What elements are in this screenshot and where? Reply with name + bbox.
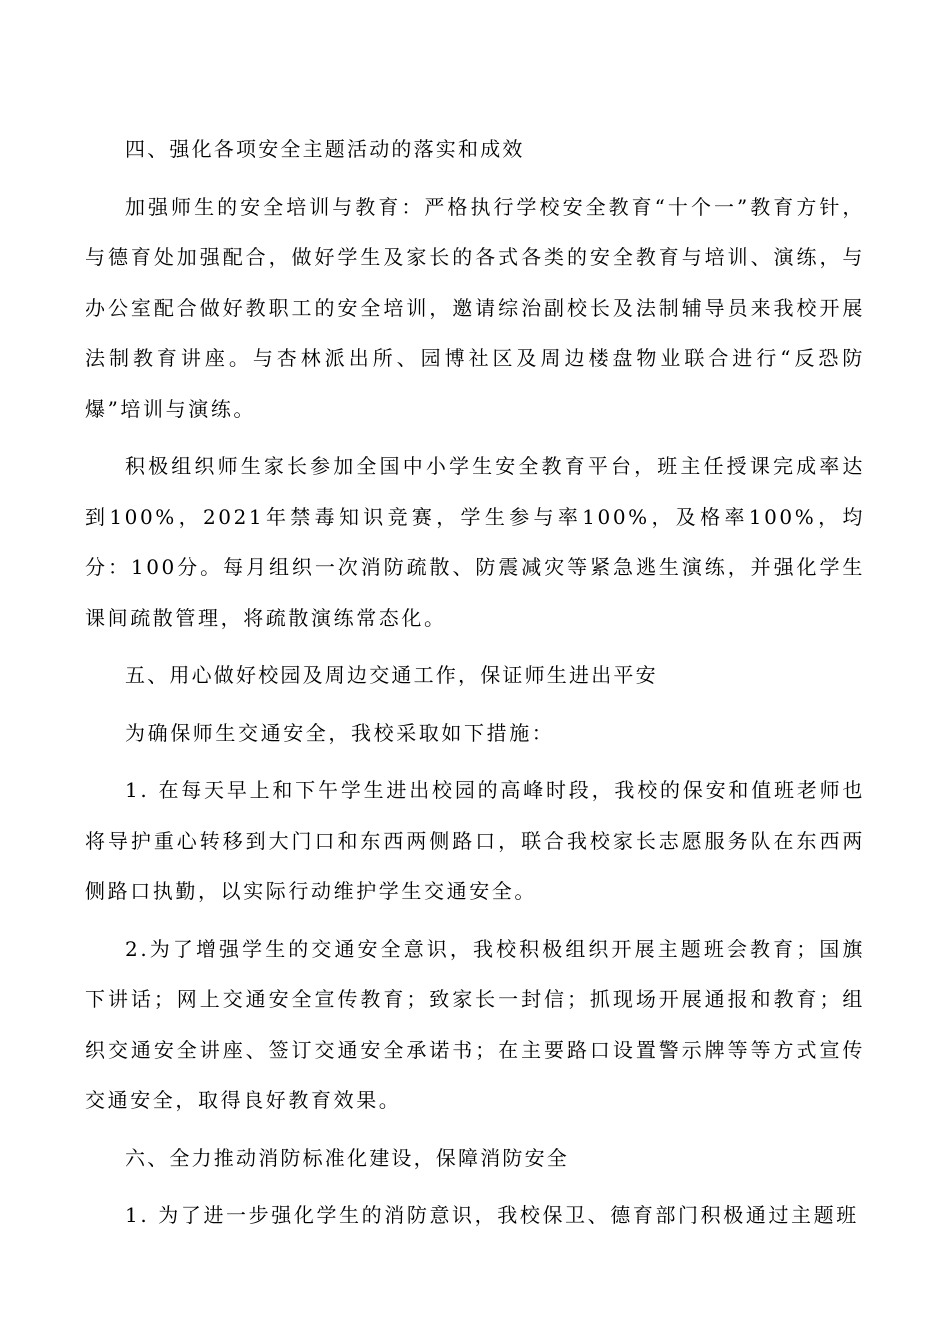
paragraph-traffic-intro: 为确保师生交通安全，我校采取如下措施： — [125, 720, 555, 745]
paragraph-safety-training: 加强师生的安全培训与教育：严格执行学校安全教育“十个一”教育方针，与德育处加强配合，做好学生及家长的各式各类的安全教育与培训、演练，与办公室配合做好教职工的安全培训，邀请综治副校长及法制辅导员来我校开展法制教育讲座。与杏林派出所、园博社区及周边楼盘物业联合进行“反恐防爆”培训与演练。 — [85, 194, 865, 421]
section-heading-4: 四、强化各项安全主题活动的落实和成效 — [125, 137, 525, 161]
paragraph-safety-platform: 积极组织师生家长参加全国中小学生安全教育平台，班主任授课完成率达到100%，2021年禁毒知识竞赛，学生参与率100%，及格率100%，均分：100分。每月组织一次消防疏散、防震减灾等紧急逃生演练，并强化学生课间疏散管理，将疏散演练常态化。 — [85, 454, 865, 630]
section-heading-6: 六、全力推动消防标准化建设，保障消防安全 — [125, 1145, 569, 1170]
paragraph-fire-item-1: 1. 为了进一步强化学生的消防意识，我校保卫、德育部门积极通过主题班 — [125, 1203, 859, 1227]
paragraph-traffic-item-2: 2.为了增强学生的交通安全意识，我校积极组织开展主题班会教育；国旗下讲话；网上交通安全宣传教育；致家长一封信；抓现场开展通报和教育；组织交通安全讲座、签订交通安全承诺书；在主要路口设置警示牌等等方式宣传交通安全，取得良好教育效果。 — [85, 936, 865, 1112]
document-body — [85, 124, 865, 1241]
paragraph-traffic-item-1: 1. 在每天早上和下午学生进出校园的高峰时段，我校的保安和值班老师也将导护重心转移到大门口和东西两侧路口，联合我校家长志愿服务队在东西两侧路口执勤，以实际行动维护学生交通安全。 — [85, 778, 865, 903]
section-heading-5: 五、用心做好校园及周边交通工作，保证师生进出平安 — [125, 663, 658, 687]
